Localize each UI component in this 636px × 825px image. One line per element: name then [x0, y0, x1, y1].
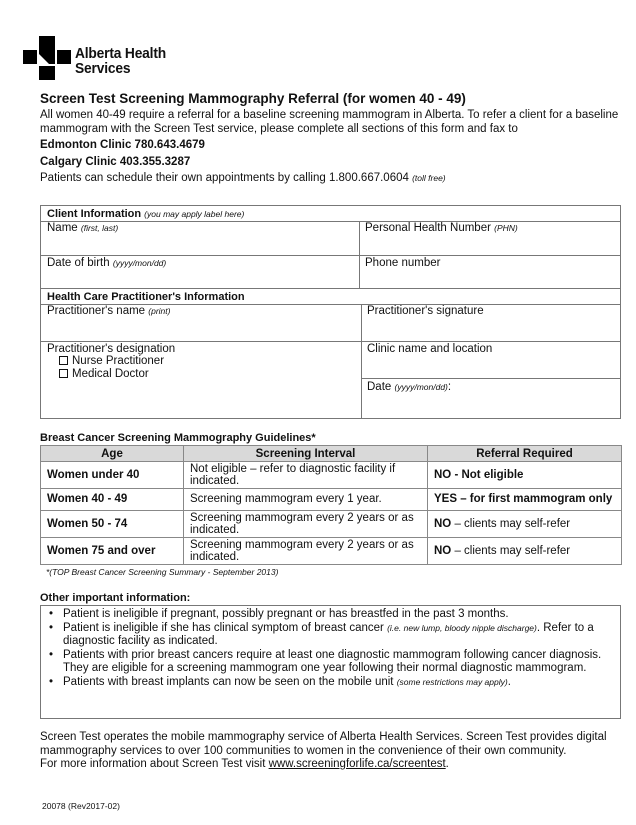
age-cell: Women 40 - 49 [41, 489, 184, 511]
referral-form [40, 205, 621, 419]
referral-status: NO [434, 544, 452, 557]
bullet-icon: • [49, 621, 54, 634]
column-header-interval: Screening Interval [184, 446, 428, 462]
other-info-list [49, 608, 614, 689]
age-cell: Women under 40 [41, 462, 184, 489]
logo-line-1: Alberta Health [75, 45, 166, 62]
self-booking-phone: Patients can schedule their own appointments by calling 1.800.667.0604 [40, 172, 409, 184]
info-note: (some restrictions may apply) [396, 676, 508, 687]
interval-cell: Not eligible – refer to diagnostic facility if indicated. [184, 462, 428, 489]
client-name-field[interactable] [41, 221, 359, 255]
ahs-logo-icon [23, 36, 71, 80]
info-text: Patient is ineligible if pregnant, possibly pregnant or has breastfed in the past 3 months. [63, 608, 509, 620]
table-row [41, 489, 622, 511]
self-booking-text [40, 172, 446, 184]
column-header-referral: Referral Required [428, 446, 622, 462]
intro-text: All women 40-49 require a referral for a baseline screening mammogram in Alberta. To refer a client for a baseline mammogram with the Screen Test service, please complete all sections of this form and fax to [40, 109, 619, 135]
referral-status: YES – for first mammogram only [434, 493, 613, 506]
bullet-icon: • [49, 608, 54, 620]
list-item [49, 676, 614, 690]
referral-detail: – clients may self-refer [451, 544, 571, 557]
guidelines-title: Breast Cancer Screening Mammography Guidelines* [40, 432, 316, 444]
age-cell: Women 50 - 74 [41, 511, 184, 538]
other-info-title: Other important information: [40, 592, 191, 604]
date-field[interactable] [361, 380, 621, 418]
footer-description: Screen Test operates the mobile mammography service of Alberta Health Services. Screen Test provides digital mammography services to over 100 communities to women in the convenience of their own community. [40, 731, 607, 757]
referral-status: NO [434, 517, 452, 530]
practitioner-info-heading: Health Care Practitioner's Information [41, 289, 620, 305]
divider [361, 378, 621, 379]
phn-label: Personal Health Number [365, 222, 491, 234]
info-text-after: . Refer to a diagnostic facility as indicated. [63, 621, 594, 647]
phone-field[interactable] [359, 256, 621, 288]
form-number: 20078 (Rev2017-02) [42, 801, 120, 811]
dob-label: Date of birth [47, 257, 110, 269]
interval-cell: Screening mammogram every 1 year. [184, 489, 428, 511]
list-item [49, 622, 614, 649]
interval-cell: Screening mammogram every 2 years or as indicated. [184, 511, 428, 538]
date-label: Date [367, 381, 392, 393]
referral-detail: – clients may self-refer [451, 517, 571, 530]
divider [361, 304, 362, 419]
column-header-age: Age [41, 446, 184, 462]
nurse-practitioner-checkbox[interactable] [47, 355, 355, 368]
signature-label: Practitioner's signature [367, 305, 484, 317]
other-info-box [40, 605, 621, 719]
client-info-heading [41, 206, 620, 222]
page-title: Screen Test Screening Mammography Referral (for women 40 - 49) [40, 91, 466, 106]
table-row [41, 538, 622, 565]
referral-cell [428, 489, 622, 511]
date-colon: : [447, 381, 452, 393]
clinic-location-label: Clinic name and location [367, 343, 493, 355]
interval-cell: Screening mammogram every 2 years or as indicated. [184, 538, 428, 565]
phn-field[interactable] [359, 221, 621, 255]
info-text-after: . [507, 675, 511, 688]
phn-note: (PHN) [494, 223, 518, 233]
list-item [49, 608, 614, 622]
screentest-link[interactable]: www.screeningforlife.ca/screentest [268, 758, 446, 770]
ahs-logo-text [75, 46, 166, 76]
dob-note: (yyyy/mon/dd) [112, 258, 167, 268]
phone-label: Phone number [365, 257, 441, 269]
checkbox-icon[interactable] [59, 369, 68, 378]
referral-cell [428, 538, 622, 565]
practitioner-signature-field[interactable] [361, 304, 621, 341]
designation-field [41, 342, 361, 418]
date-note: (yyyy/mon/dd) [394, 382, 448, 392]
info-text: Patients with breast implants can now be seen on the mobile unit [63, 675, 397, 688]
table-row [41, 462, 622, 489]
edmonton-clinic-fax: Edmonton Clinic 780.643.4679 [40, 139, 205, 151]
info-text: Patients with prior breast cancers require at least one diagnostic mammogram following cancer diagnosis. They are eligible for a screening mammogram one year following their normal diagnostic mammogram. [63, 648, 602, 674]
divider [359, 221, 360, 288]
list-item [49, 649, 614, 676]
client-name-note: (first, last) [80, 223, 119, 233]
table-row [41, 511, 622, 538]
client-name-label: Name [47, 222, 78, 234]
calgary-clinic-fax: Calgary Clinic 403.355.3287 [40, 156, 191, 168]
toll-free-note: (toll free) [412, 173, 446, 183]
client-info-title: Client Information [47, 208, 142, 220]
practitioner-name-note: (print) [148, 306, 171, 316]
referral-cell [428, 511, 622, 538]
info-note: (i.e. new lump, bloody nipple discharge) [387, 622, 537, 633]
practitioner-name-field[interactable] [41, 304, 361, 341]
referral-cell [428, 462, 622, 489]
practitioner-name-label: Practitioner's name [47, 305, 146, 317]
footer-text [40, 731, 630, 772]
dob-field[interactable] [41, 256, 359, 288]
clinic-location-field[interactable] [361, 342, 621, 378]
guidelines-table [40, 445, 622, 565]
bullet-icon: • [49, 648, 54, 661]
checkbox-icon[interactable] [59, 356, 68, 365]
client-info-note: (you may apply label here) [144, 209, 245, 219]
info-text: Patient is ineligible if she has clinical symptom of breast cancer [63, 621, 388, 634]
designation-label: Practitioner's designation [47, 343, 176, 355]
more-info-label: For more information about Screen Test visit [40, 758, 269, 770]
medical-doctor-checkbox[interactable] [47, 368, 355, 381]
link-suffix: . [445, 758, 449, 770]
footer-more-info [40, 758, 630, 772]
logo-line-2: Services [75, 60, 131, 77]
referral-status: NO - Not eligible [434, 468, 524, 481]
guidelines-footnote: *(TOP Breast Cancer Screening Summary - September 2013) [46, 567, 279, 577]
bullet-icon: • [49, 675, 54, 688]
table-header-row [41, 446, 622, 462]
nurse-practitioner-label: Nurse Practitioner [72, 355, 165, 367]
age-cell: Women 75 and over [41, 538, 184, 565]
medical-doctor-label: Medical Doctor [72, 368, 149, 380]
